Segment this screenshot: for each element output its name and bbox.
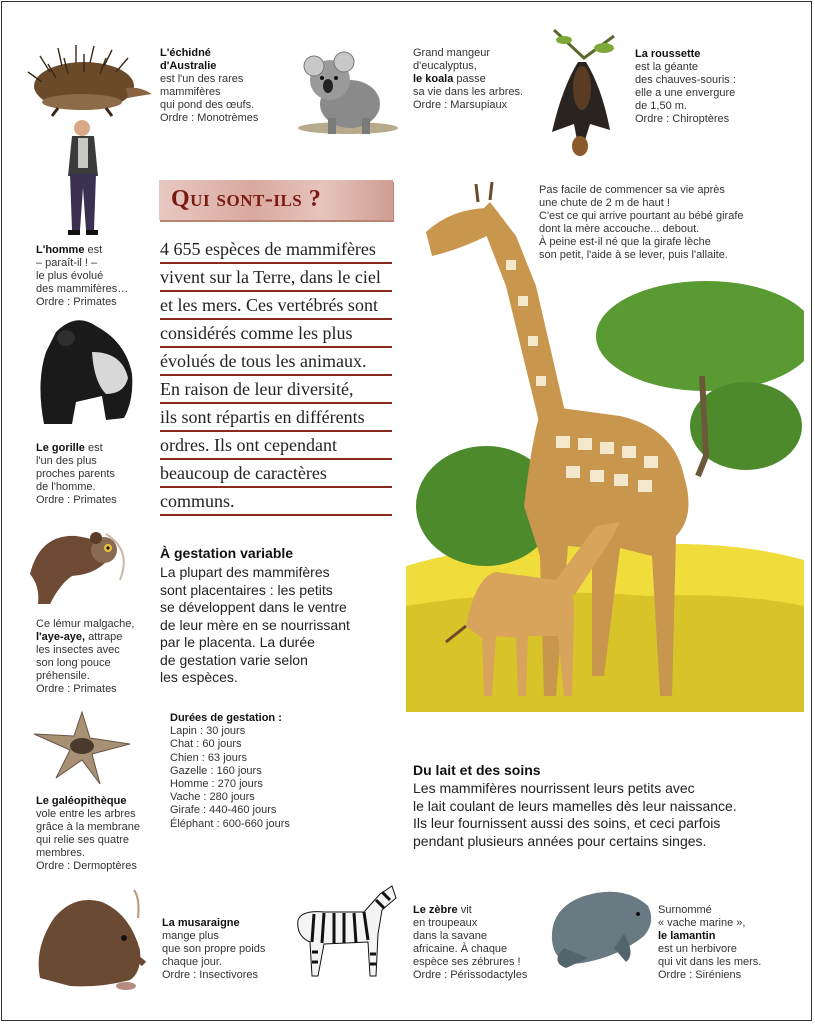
gestation-text [160,564,350,687]
giraffe-caption [539,184,744,262]
aye-aye-caption [36,618,134,696]
giraffe-caption-line-5: À peine est-il né que la girafe lèche [539,236,711,248]
echidna-name-2: d'Australie [160,60,217,72]
colugo-line-3: qui relie ses quatre [36,834,129,846]
gestation-durations-title: Durées de gestation : [170,712,282,724]
giraffe-caption-line-4: dont la mère accouche... debout. [539,223,700,235]
gestation-line-1: La plupart des mammifères [160,564,330,580]
intro-line-5: évolués de tous les animaux. [160,348,392,376]
fruit-bat-caption [635,48,736,126]
gorilla-line-0: est [87,442,103,454]
fruit-bat-name: La roussette [635,48,701,60]
colugo-line-4: membres. [36,847,85,859]
zebra-caption [413,904,527,982]
manatee-line-4: qui vit dans les mers. [658,956,762,968]
milk-line-2: le lait coulant de leurs mamelles dès leur naissance. [413,797,737,814]
milk-heading: Du lait et des soins [413,762,541,778]
gorilla-line-3: de l'homme. [36,481,96,493]
intro-line-2: vivent sur la Terre, dans le ciel [160,264,392,292]
shrew-illustration [30,888,150,996]
gestation-heading: À gestation variable [160,545,294,561]
aye-aye-illustration [20,514,136,608]
koala-line-2: d'eucalyptus, [413,60,477,72]
intro-line-9: beaucoup de caractères [160,460,392,488]
giraffe-caption-line-3: C'est ce qui arrive pourtant au bébé girafe [539,210,744,222]
list-item: Girafe : 440-460 jours [170,804,277,817]
milk-line-3: Ils leur fournissent aussi des soins, et ceci parfois [413,815,721,831]
echidna-illustration [22,42,154,118]
human-order: Ordre : Primates [36,296,117,308]
colugo-illustration [30,704,134,788]
aye-aye-line-1: Ce lémur malgache, [36,618,135,630]
koala-illustration [296,44,406,144]
aye-aye-line-5: préhensile. [36,670,90,682]
shrew-line-1: mange plus [162,930,219,942]
list-item: Gazelle : 160 jours [170,764,262,777]
milk-text [413,780,737,850]
koala-name: le koala [413,73,454,85]
intro-line-8: ordres. Ils ont cependant [160,432,392,460]
milk-line-4: pendant plusieurs années pour certains singes. [413,832,707,849]
gorilla-line-2: proches parents [36,468,115,480]
aye-aye-line-4: son long pouce [36,657,111,669]
list-item: Homme : 270 jours [170,778,263,791]
echidna-line-3: qui pond des œufs. [160,99,255,111]
echidna-caption [160,47,258,125]
fruit-bat-line-1: est la géante [635,61,698,73]
manatee-illustration [544,878,656,972]
koala-line-4: sa vie dans les arbres. [413,86,524,98]
manatee-caption [658,904,761,982]
gestation-line-2: sont placentaires : les petits [160,581,333,598]
koala-order: Ordre : Marsupiaux [413,99,508,111]
aye-aye-order: Ordre : Primates [36,683,117,695]
shrew-caption [162,917,265,982]
list-item: Chat : 60 jours [170,738,242,751]
shrew-line-3: chaque jour. [162,956,222,968]
echidna-line-2: mammifères [160,86,221,98]
page-title: Qui sont-ils ? [171,186,322,212]
colugo-line-1: vole entre les arbres [36,808,136,820]
manatee-name: le lamantin [658,930,716,942]
human-line-2: le plus évolué [36,270,104,282]
giraffe-caption-line-6: son petit, l'aide à se lever, puis l'allaite. [539,249,728,261]
intro-text [160,236,392,516]
intro-line-6: En raison de leur diversité, [160,376,392,404]
echidna-name: L'échidné [160,47,211,59]
giraffe-caption-line-2: une chute de 2 m de haut ! [539,197,670,209]
zebra-line-0: vit [460,904,472,916]
giraffe-caption-line-1: Pas facile de commencer sa vie après [539,184,725,196]
zebra-illustration [284,880,404,984]
gestation-line-4: de leur mère en se nourrissant [160,616,350,633]
aye-aye-line-3: les insectes avec [36,644,120,656]
gorilla-line-1: l'un des plus [36,455,97,467]
fruit-bat-line-3: elle a une envergure [635,87,736,99]
manatee-line-3: est un herbivore [658,943,737,955]
gorilla-order: Ordre : Primates [36,494,117,506]
intro-line-7: ils sont répartis en différents [160,404,392,432]
milk-line-1: Les mammifères nourrissent leurs petits avec [413,780,695,796]
intro-line-10: communs. [160,488,392,516]
koala-caption [413,47,523,112]
human-illustration [60,118,106,240]
fruit-bat-line-2: des chauves-souris : [635,74,736,86]
manatee-line-2: « vache marine », [658,917,746,929]
page-title-banner [159,180,393,220]
shrew-name: La musaraigne [162,917,240,929]
intro-line-4: considérés comme les plus [160,320,392,348]
list-item: Éléphant : 600-660 jours [170,817,290,830]
list-item: Lapin : 30 jours [170,725,246,738]
colugo-name: Le galéopithèque [36,795,127,807]
gorilla-name: Le gorille [36,442,85,454]
zebra-line-1: en troupeaux [413,917,478,929]
koala-line-1: Grand mangeur [413,47,491,59]
aye-aye-name: l'aye-aye, [36,631,86,643]
aye-aye-line-2: attrape [88,631,123,643]
fruit-bat-order: Ordre : Chiroptères [635,113,730,125]
shrew-line-2: que son propre poids [162,943,266,955]
gestation-line-3: se développent dans le ventre [160,599,347,615]
manatee-line-1: Surnommé [658,904,712,916]
colugo-order: Ordre : Dermoptères [36,860,137,872]
human-name: L'homme [36,244,85,256]
gestation-line-6: de gestation varie selon [160,651,308,668]
gorilla-caption [36,442,117,507]
gorilla-illustration [36,312,136,426]
intro-line-1: 4 655 espèces de mammifères [160,236,392,264]
list-item: Chien : 63 jours [170,751,248,764]
fruit-bat-line-4: de 1,50 m. [635,100,687,112]
intro-line-3: et les mers. Ces vertébrés sont [160,292,392,320]
gestation-durations-list [170,712,290,831]
zebra-name: Le zèbre [413,904,458,916]
human-line-0: est [87,244,103,256]
koala-line-3: passe [456,73,486,85]
zebra-line-4: espèce ses zébrures ! [413,956,521,968]
colugo-line-2: grâce à la membrane [36,821,140,833]
gestation-line-5: par le placenta. La durée [160,634,315,650]
shrew-order: Ordre : Insectivores [162,969,258,981]
gestation-line-7: les espèces. [160,669,238,685]
zebra-order: Ordre : Périssodactyles [413,969,528,981]
human-caption [36,244,128,309]
human-line-1: – paraît-il ! – [36,257,98,269]
list-item: Vache : 280 jours [170,791,255,804]
colugo-caption [36,795,140,873]
manatee-order: Ordre : Siréniens [658,969,742,981]
zebra-line-2: dans la savane [413,930,487,942]
zebra-line-3: africaine. À chaque [413,943,508,955]
echidna-order: Ordre : Monotrèmes [160,112,259,124]
fruit-bat-illustration [544,28,620,162]
echidna-line-1: est l'un des rares [160,73,244,85]
human-line-3: des mammifères… [36,283,129,295]
